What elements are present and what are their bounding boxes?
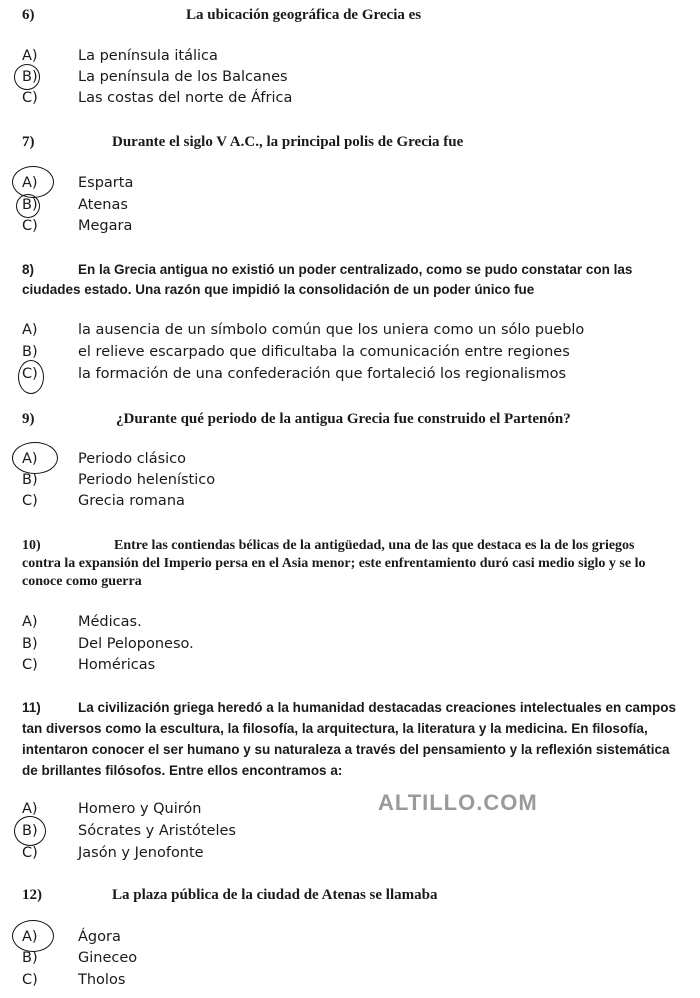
option-letter: B) <box>22 823 38 839</box>
option-text: la formación de una confederación que fortaleció los regionalismos <box>78 366 567 382</box>
question-number: 12) <box>22 887 42 903</box>
option-text: Homero y Quirón <box>78 801 202 817</box>
option-text: Las costas del norte de África <box>78 90 293 106</box>
option-letter: A) <box>22 929 38 945</box>
option-letter: C) <box>22 657 38 673</box>
question-number: 6) <box>22 7 35 23</box>
option-text: Médicas. <box>78 614 142 630</box>
option-text: Del Peloponeso. <box>78 636 194 652</box>
option-letter: A) <box>22 451 38 467</box>
option-letter: C) <box>22 90 38 106</box>
option-letter: B) <box>22 344 38 360</box>
question-text: La civilización griega heredó a la humanidad destacadas creaciones intelectuales en campos tan diversos como la escultura, la filosofía, la arquitectura, la literatura y la medicina. En filosofía, intentaron conocer el ser humano y su naturaleza a través del pensamiento y la reflexión sistemática de brillantes filósofos. Entre ellos encontramos a: <box>22 700 676 778</box>
option-text: Periodo helenístico <box>78 472 216 488</box>
question-number: 10) <box>22 538 41 553</box>
watermark: ALTILLO.COM <box>378 790 538 815</box>
question-text: La ubicación geográfica de Grecia es <box>186 7 422 23</box>
question-text: Durante el siglo V A.C., la principal polis de Grecia fue <box>112 134 464 150</box>
question-text: Entre las contiendas bélicas de la antigüedad, una de las que destaca es la de los griegos contra la expansión del Imperio persa en el Asia menor; este enfrentamiento duró casi medio siglo y se lo conoce como guerra <box>22 538 646 589</box>
option-letter: C) <box>22 845 38 861</box>
question-number: 8) <box>22 262 35 277</box>
question-number: 11) <box>22 700 41 715</box>
option-text: Periodo clásico <box>78 451 187 467</box>
question-number: 9) <box>22 411 35 427</box>
option-text: el relieve escarpado que dificultaba la comunicación entre regiones <box>78 344 570 360</box>
option-text: la ausencia de un símbolo común que los uniera como un sólo pueblo <box>78 322 585 338</box>
option-letter: A) <box>22 48 38 64</box>
option-letter: C) <box>22 493 38 509</box>
option-letter: A) <box>22 175 38 191</box>
question-text: ¿Durante qué periodo de la antigua Grecia fue construido el Partenón? <box>116 411 571 427</box>
option-text: Sócrates y Aristóteles <box>78 823 236 839</box>
option-letter: C) <box>22 218 38 234</box>
option-text: La península de los Balcanes <box>78 69 288 85</box>
option-letter: C) <box>22 972 38 988</box>
option-text: Ágora <box>78 929 121 945</box>
option-text: Jasón y Jenofonte <box>78 845 204 861</box>
option-text: Atenas <box>78 197 128 213</box>
question-number: 7) <box>22 134 35 150</box>
option-letter: C) <box>22 366 38 382</box>
option-letter: A) <box>22 801 38 817</box>
question-text: En la Grecia antigua no existió un poder centralizado, como se pudo constatar con las ciudades estado. Una razón que impidió la consolidación de un poder único fue <box>22 262 633 297</box>
option-letter: A) <box>22 614 38 630</box>
option-text: Megara <box>78 218 133 234</box>
option-letter: B) <box>22 69 38 85</box>
option-letter: B) <box>22 472 38 488</box>
option-text: Grecia romana <box>78 493 185 509</box>
option-text: La península itálica <box>78 48 218 64</box>
option-letter: B) <box>22 636 38 652</box>
option-text: Homéricas <box>78 657 156 673</box>
option-text: Esparta <box>78 175 134 191</box>
option-letter: B) <box>22 950 38 966</box>
option-text: Gineceo <box>78 950 138 966</box>
question-text: La plaza pública de la ciudad de Atenas se llamaba <box>112 887 438 903</box>
option-letter: A) <box>22 322 38 338</box>
option-text: Tholos <box>78 972 126 988</box>
option-letter: B) <box>22 197 38 213</box>
